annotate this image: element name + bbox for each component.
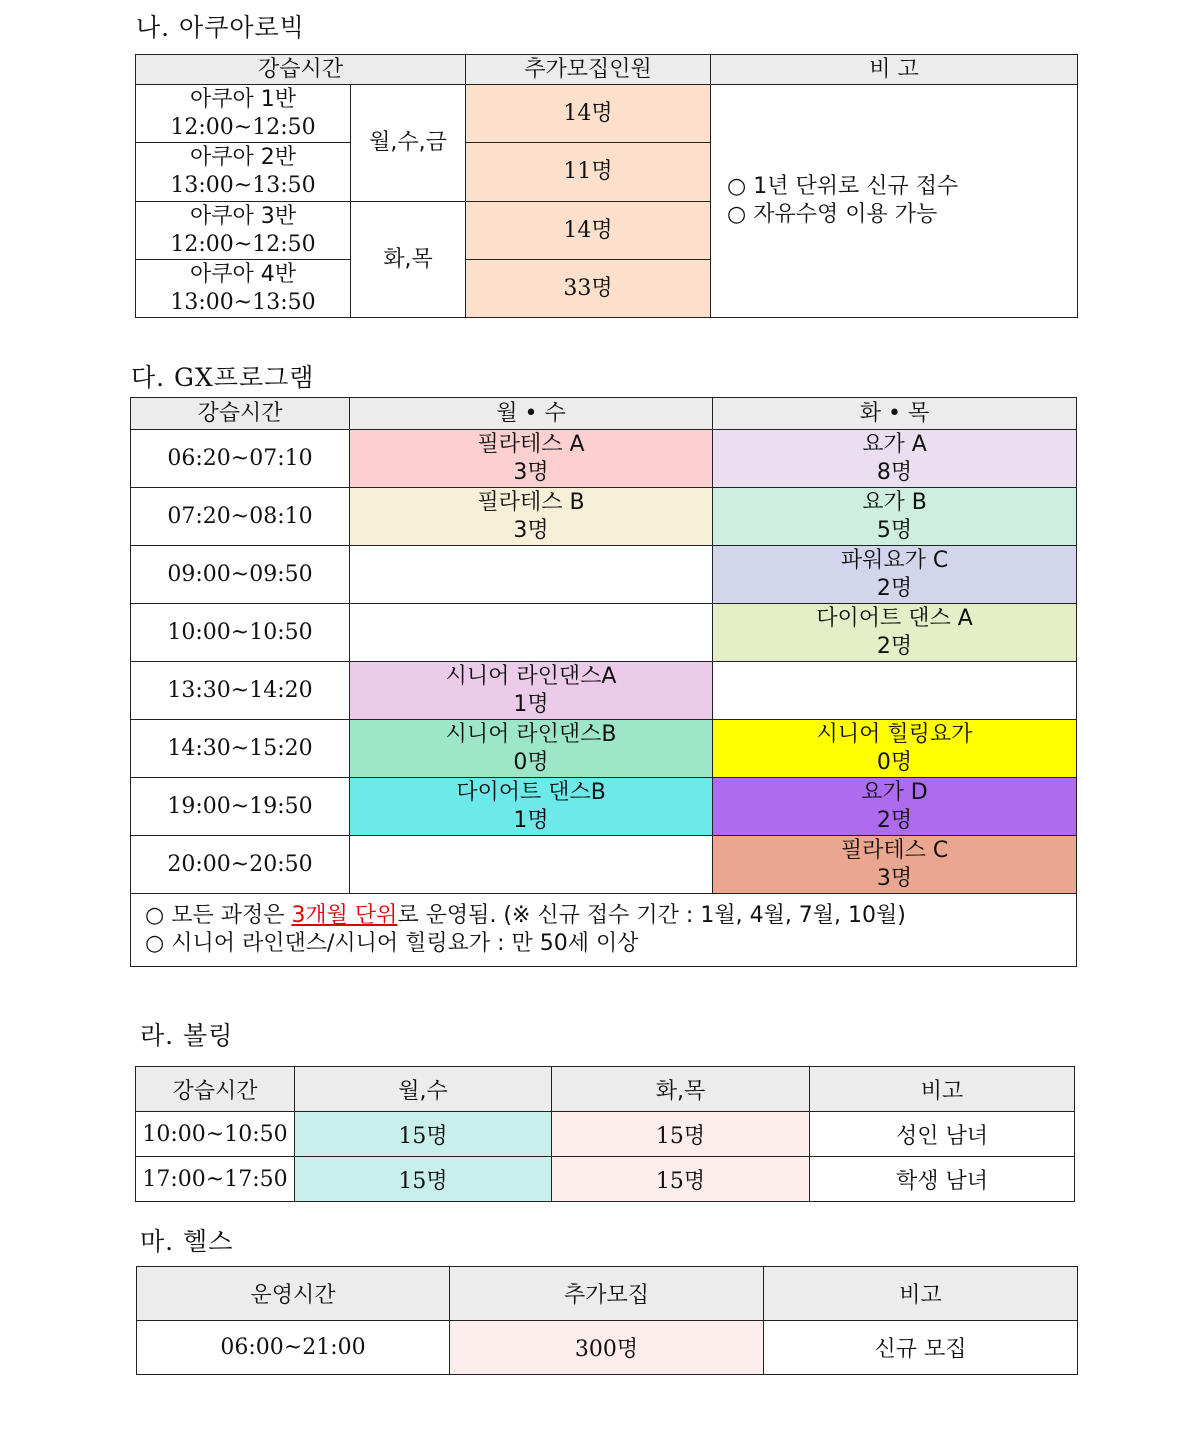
header-additional-recruit: 추가모집 xyxy=(450,1267,764,1321)
count-cell: 15명 xyxy=(552,1112,810,1157)
program-count: 3명 xyxy=(513,459,549,485)
program-count: 3명 xyxy=(876,865,913,891)
table-row xyxy=(136,85,1078,143)
time-cell: 14:30~15:20 xyxy=(131,720,350,778)
class-time: 13:00~13:50 xyxy=(170,173,316,198)
program-cell-empty xyxy=(713,662,1077,720)
program-count: 1명 xyxy=(513,807,549,833)
header-remarks: 비고 xyxy=(810,1067,1075,1112)
table-row xyxy=(137,1321,1078,1375)
days-cell: 화,목 xyxy=(351,202,466,318)
program-count: 2명 xyxy=(876,633,913,659)
program-name: 요가 B xyxy=(862,489,927,515)
class-name: 아쿠아 4반 xyxy=(190,261,296,287)
health-heading: 마. 헬스 xyxy=(140,1227,234,1256)
gx-note-item xyxy=(145,902,1076,930)
count-cell: 33명 xyxy=(466,260,711,318)
gx-heading: 다. GX프로그램 xyxy=(131,363,315,392)
program-name: 파워요가 C xyxy=(840,547,949,573)
time-cell: 06:00~21:00 xyxy=(137,1321,450,1375)
program-cell-pilates-c xyxy=(713,836,1077,894)
aquarobic-heading: 나. 아쿠아로빅 xyxy=(136,13,305,42)
program-count: 0명 xyxy=(876,749,913,775)
program-cell-pilates-b xyxy=(350,488,713,546)
program-count: 2명 xyxy=(876,575,913,601)
table-row xyxy=(131,604,1077,662)
table-row xyxy=(131,662,1077,720)
program-name: 요가 D xyxy=(861,779,928,805)
header-remarks: 비고 xyxy=(764,1267,1078,1321)
time-cell: 06:20~07:10 xyxy=(131,430,350,488)
program-cell-senior-line-b xyxy=(350,720,713,778)
program-cell-yoga-b xyxy=(713,488,1077,546)
program-count: 3명 xyxy=(513,517,549,543)
program-name: 필라테스 C xyxy=(840,837,949,863)
remarks-cell xyxy=(711,85,1078,318)
table-row xyxy=(131,546,1077,604)
table-row xyxy=(131,836,1077,894)
program-cell-yoga-a xyxy=(713,430,1077,488)
program-cell-empty xyxy=(350,604,713,662)
program-cell-pilates-a xyxy=(350,430,713,488)
notes-row xyxy=(131,894,1077,967)
bowling-heading: 라. 볼링 xyxy=(140,1021,234,1050)
table-row xyxy=(136,1112,1075,1157)
class-name: 아쿠아 1반 xyxy=(190,86,296,112)
bowling-table xyxy=(135,1066,1075,1202)
header-mon-wed: 월 • 수 xyxy=(350,398,713,430)
class-time: 12:00~12:50 xyxy=(170,231,316,257)
time-cell: 07:20~08:10 xyxy=(131,488,350,546)
time-cell: 13:30~14:20 xyxy=(131,662,350,720)
time-cell: 19:00~19:50 xyxy=(131,778,350,836)
program-cell-diet-dance-b xyxy=(350,778,713,836)
count-cell: 15명 xyxy=(295,1157,552,1202)
header-tue-thu: 화,목 xyxy=(552,1067,810,1112)
header-operating-hours: 운영시간 xyxy=(137,1267,450,1321)
days-cell: 월,수,금 xyxy=(351,85,466,202)
time-cell: 10:00~10:50 xyxy=(136,1112,295,1157)
class-time: 13:00~13:50 xyxy=(170,289,316,315)
class-cell xyxy=(136,260,351,318)
time-cell: 20:00~20:50 xyxy=(131,836,350,894)
program-name: 시니어 라인댄스A xyxy=(445,663,617,689)
remark-cell: 학생 남녀 xyxy=(810,1157,1075,1202)
gx-note-highlight: 3개월 단위 xyxy=(291,903,398,928)
program-cell-diet-dance-a xyxy=(713,604,1077,662)
header-additional-recruit: 추가모집인원 xyxy=(466,55,711,85)
table-row xyxy=(131,488,1077,546)
program-cell-senior-line-a xyxy=(350,662,713,720)
program-count: 0명 xyxy=(513,749,549,775)
program-name: 필라테스 A xyxy=(477,431,585,457)
gx-note-item: ○ 시니어 라인댄스/시니어 힐링요가 : 만 50세 이상 xyxy=(145,931,639,956)
table-row xyxy=(131,778,1077,836)
class-cell xyxy=(136,85,351,143)
program-cell-senior-healing xyxy=(713,720,1077,778)
program-count: 5명 xyxy=(876,517,913,543)
header-tue-thu: 화 • 목 xyxy=(713,398,1077,430)
program-cell-empty xyxy=(350,836,713,894)
table-row xyxy=(131,430,1077,488)
count-cell: 11명 xyxy=(466,143,711,202)
gx-table xyxy=(130,397,1077,967)
class-name: 아쿠아 2반 xyxy=(190,145,296,170)
table-row xyxy=(131,720,1077,778)
program-cell-power-yoga-c xyxy=(713,546,1077,604)
program-count: 2명 xyxy=(876,807,913,833)
gx-note-prefix: ○ 모든 과정은 xyxy=(145,903,292,928)
remark-cell: 신규 모집 xyxy=(764,1321,1078,1375)
header-remarks: 비 고 xyxy=(711,55,1078,85)
header-mon-wed: 월,수 xyxy=(295,1067,552,1112)
program-name: 다이어트 댄스B xyxy=(456,779,606,805)
health-table xyxy=(136,1266,1078,1375)
header-class-time: 강습시간 xyxy=(136,1067,295,1112)
gx-notes xyxy=(131,894,1077,967)
class-name: 아쿠아 3반 xyxy=(190,203,296,229)
program-name: 시니어 힐링요가 xyxy=(816,721,973,747)
remark-cell: 성인 남녀 xyxy=(810,1112,1075,1157)
program-name: 시니어 라인댄스B xyxy=(445,721,617,747)
program-count: 1명 xyxy=(513,691,549,717)
aquarobic-table xyxy=(135,54,1078,318)
count-cell: 14명 xyxy=(466,202,711,260)
gx-note-suffix: 로 운영됨. (※ 신규 접수 기간 : 1월, 4월, 7월, 10월) xyxy=(397,903,906,928)
remark-item: ○ 자유수영 이용 가능 xyxy=(727,202,938,227)
remark-item: ○ 1년 단위로 신규 접수 xyxy=(727,174,959,199)
count-cell: 15명 xyxy=(295,1112,552,1157)
program-name: 필라테스 B xyxy=(477,489,585,515)
program-cell-yoga-d xyxy=(713,778,1077,836)
program-cell-empty xyxy=(350,546,713,604)
time-cell: 09:00~09:50 xyxy=(131,546,350,604)
time-cell: 17:00~17:50 xyxy=(136,1157,295,1202)
count-cell: 300명 xyxy=(450,1321,764,1375)
header-class-time: 강습시간 xyxy=(131,398,350,430)
program-name: 다이어트 댄스 A xyxy=(816,605,973,631)
count-cell: 14명 xyxy=(466,85,711,143)
class-time: 12:00~12:50 xyxy=(170,114,316,140)
class-cell xyxy=(136,202,351,260)
count-cell: 15명 xyxy=(552,1157,810,1202)
header-class-time: 강습시간 xyxy=(136,55,466,85)
class-cell xyxy=(136,143,351,202)
time-cell: 10:00~10:50 xyxy=(131,604,350,662)
program-name: 요가 A xyxy=(862,431,927,457)
table-row xyxy=(136,1157,1075,1202)
program-count: 8명 xyxy=(876,459,913,485)
